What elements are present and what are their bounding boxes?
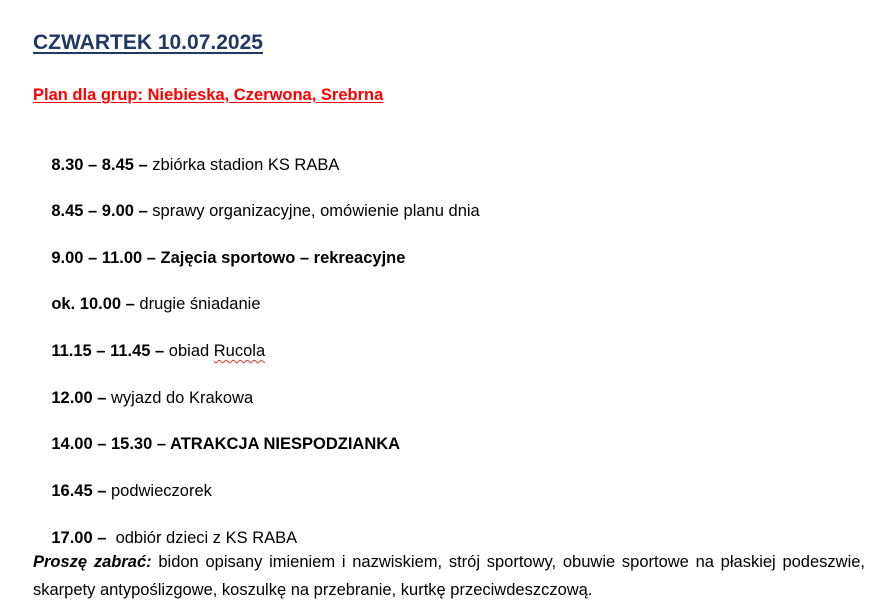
schedule-description: zbiórka stadion KS RABA [147,156,340,174]
page-title: CZWARTEK 10.07.2025 [33,31,263,54]
schedule-time: 9.00 – 11.00 – [51,249,156,267]
schedule-description: sprawy organizacyjne, omówienie planu dnia [147,202,480,220]
schedule-description: obiad [164,342,214,360]
schedule-description: wyjazd do Krakowa [106,389,254,407]
bring-items-note [33,548,865,604]
spellcheck-word: Rucola [213,342,266,360]
schedule-description: drugie śniadanie [134,295,261,313]
note-lead: Proszę zabrać: [33,553,152,571]
groups-line: Plan dla grup: Niebieska, Czerwona, Srebrna [33,86,384,104]
schedule-time: 11.15 – 11.45 – [51,342,165,360]
schedule-time: 12.00 – [51,389,107,407]
schedule-description: Zajęcia sportowo – rekreacyjne [155,249,406,267]
schedule-description: podwieczorek [106,482,212,500]
schedule-time: 14.00 – 15.30 – [51,435,167,453]
schedule-time: 16.45 – [51,482,107,500]
note-text: bidon opisany imieniem i nazwiskiem, strój sportowy, obuwie sportowe na płaskiej podeszwie, skarpety antypoślizgowe, koszulkę na przebranie, kurtkę przeciwdeszczową. [33,553,865,599]
schedule-description: odbiór dzieci z KS RABA [106,529,298,547]
schedule-time: 8.30 – 8.45 – [51,156,148,174]
schedule-time: 17.00 – [51,529,107,547]
schedule-description: ATRAKCJA NIESPODZIANKA [166,435,401,453]
schedule-time: 8.45 – 9.00 – [51,202,148,220]
schedule-time: ok. 10.00 – [51,295,135,313]
